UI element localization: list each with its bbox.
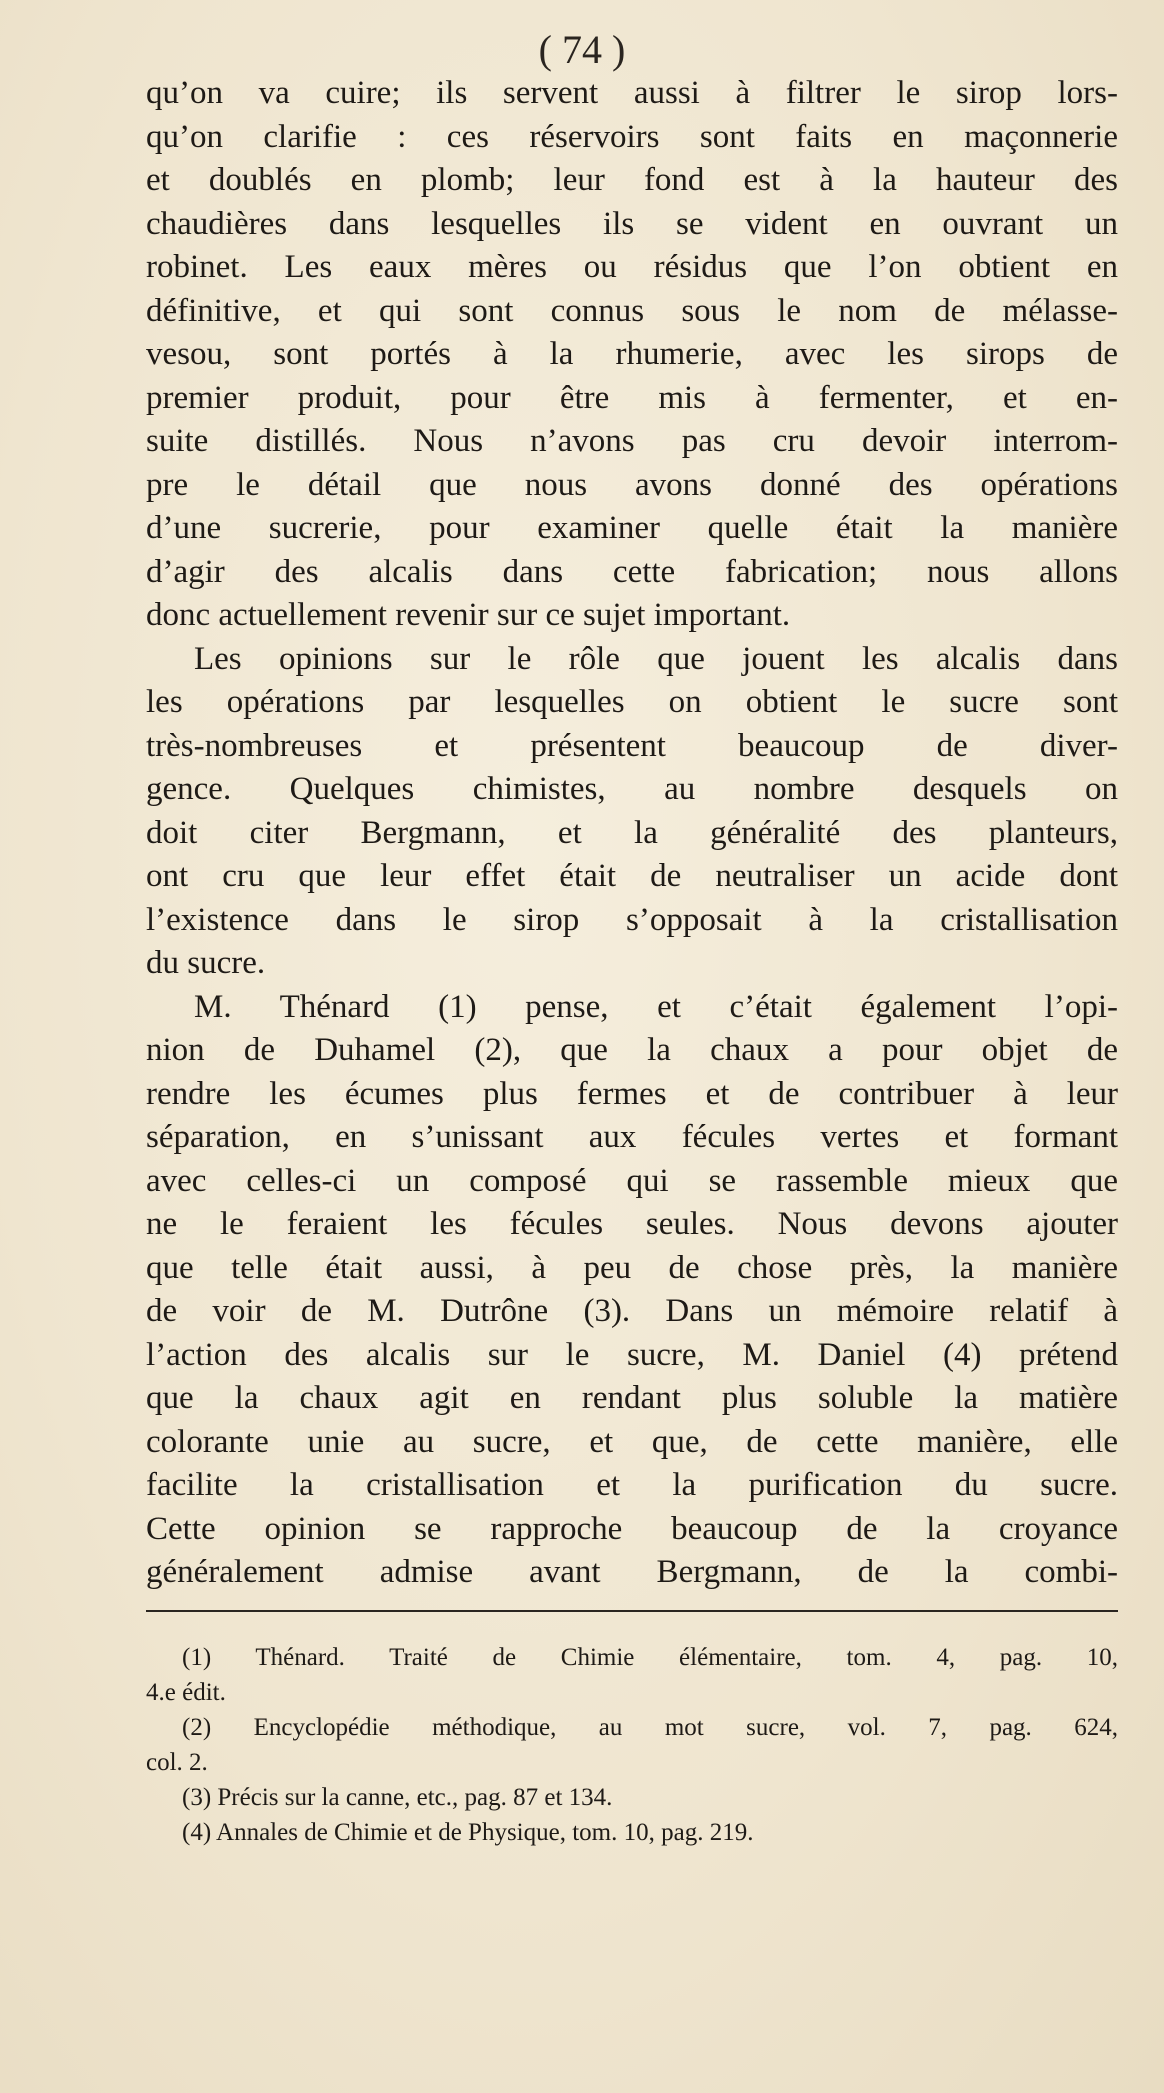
footnote-line: (1) Thénard. Traité de Chimie élémentaire, tom. 4, pag. 10, <box>182 1644 1118 1671</box>
body-line: l’existence dans le sirop s’opposait à la cristallisation <box>146 901 1118 938</box>
body-line: d’une sucrerie, pour examiner quelle était la manière <box>146 510 1118 546</box>
body-line: que la chaux agit en rendant plus soluble la matière <box>146 1380 1118 1416</box>
body-line: séparation, en s’unissant aux fécules vertes et formant <box>146 1119 1118 1155</box>
body-line: définitive, et qui sont connus sous le nom de mélasse- <box>146 292 1118 329</box>
body-line: doit citer Bergmann, et la généralité des planteurs, <box>146 814 1118 851</box>
footnote-line: (4) Annales de Chimie et de Physique, tom. 10, pag. 219. <box>182 1819 754 1846</box>
body-line: vesou, sont portés à la rhumerie, avec les sirops de <box>146 336 1118 372</box>
body-text <box>146 72 1118 1595</box>
body-line: d’agir des alcalis dans cette fabrication; nous allons <box>146 553 1118 590</box>
body-line: chaudières dans lesquelles ils se vident en ouvrant un <box>146 205 1118 242</box>
page-number: ( 74 ) <box>538 27 626 72</box>
body-line: donc actuellement revenir sur ce sujet important. <box>146 597 791 633</box>
body-line: et doublés en plomb; leur fond est à la hauteur des <box>146 162 1118 198</box>
footnote-line: 4.e édit. <box>146 1679 226 1706</box>
body-line: très-nombreuses et présentent beaucoup de diver- <box>146 727 1118 764</box>
body-line: colorante unie au sucre, et que, de cette manière, elle <box>146 1423 1118 1460</box>
body-line: M. Thénard (1) pense, et c’était également l’opi- <box>194 988 1118 1025</box>
body-line: pre le détail que nous avons donné des opérations <box>146 466 1118 503</box>
footnote-line: (2) Encyclopédie méthodique, au mot sucre, vol. 7, pag. 624, <box>182 1714 1118 1741</box>
body-line: facilite la cristallisation et la purification du sucre. <box>146 1467 1118 1503</box>
body-line: qu’on clarifie : ces réservoirs sont faits en maçonnerie <box>146 118 1118 155</box>
body-line: généralement admise avant Bergmann, de la combi- <box>146 1554 1118 1590</box>
body-line: Cette opinion se rapproche beaucoup de la croyance <box>146 1510 1118 1547</box>
body-line: qu’on va cuire; ils servent aussi à filtrer le sirop lors- <box>146 75 1118 111</box>
footnote-line: (3) Précis sur la canne, etc., pag. 87 et 134. <box>182 1784 613 1811</box>
body-line: de voir de M. Dutrône (3). Dans un mémoire relatif à <box>146 1293 1118 1329</box>
footnote-rule <box>146 1610 1118 1612</box>
body-line: ont cru que leur effet était de neutraliser un acide dont <box>146 858 1118 894</box>
body-line: gence. Quelques chimistes, au nombre desquels on <box>146 771 1118 807</box>
body-line: l’action des alcalis sur le sucre, M. Daniel (4) prétend <box>146 1336 1118 1373</box>
footnote-line: col. 2. <box>146 1749 208 1776</box>
body-line: robinet. Les eaux mères ou résidus que l’on obtient en <box>146 249 1118 285</box>
body-line: Les opinions sur le rôle que jouent les alcalis dans <box>194 640 1118 677</box>
body-line: avec celles-ci un composé qui se rassemble mieux que <box>146 1162 1118 1199</box>
footnotes <box>146 1640 1118 1850</box>
body-line: que telle était aussi, à peu de chose près, la manière <box>146 1249 1118 1286</box>
body-line: du sucre. <box>146 945 266 981</box>
body-line: ne le feraient les fécules seules. Nous devons ajouter <box>146 1206 1118 1242</box>
body-line: les opérations par lesquelles on obtient le sucre sont <box>146 684 1118 720</box>
body-line: rendre les écumes plus fermes et de contribuer à leur <box>146 1075 1118 1112</box>
body-line: suite distillés. Nous n’avons pas cru devoir interrom- <box>146 423 1118 459</box>
body-line: nion de Duhamel (2), que la chaux a pour objet de <box>146 1032 1118 1068</box>
body-line: premier produit, pour être mis à fermenter, et en- <box>146 379 1118 416</box>
